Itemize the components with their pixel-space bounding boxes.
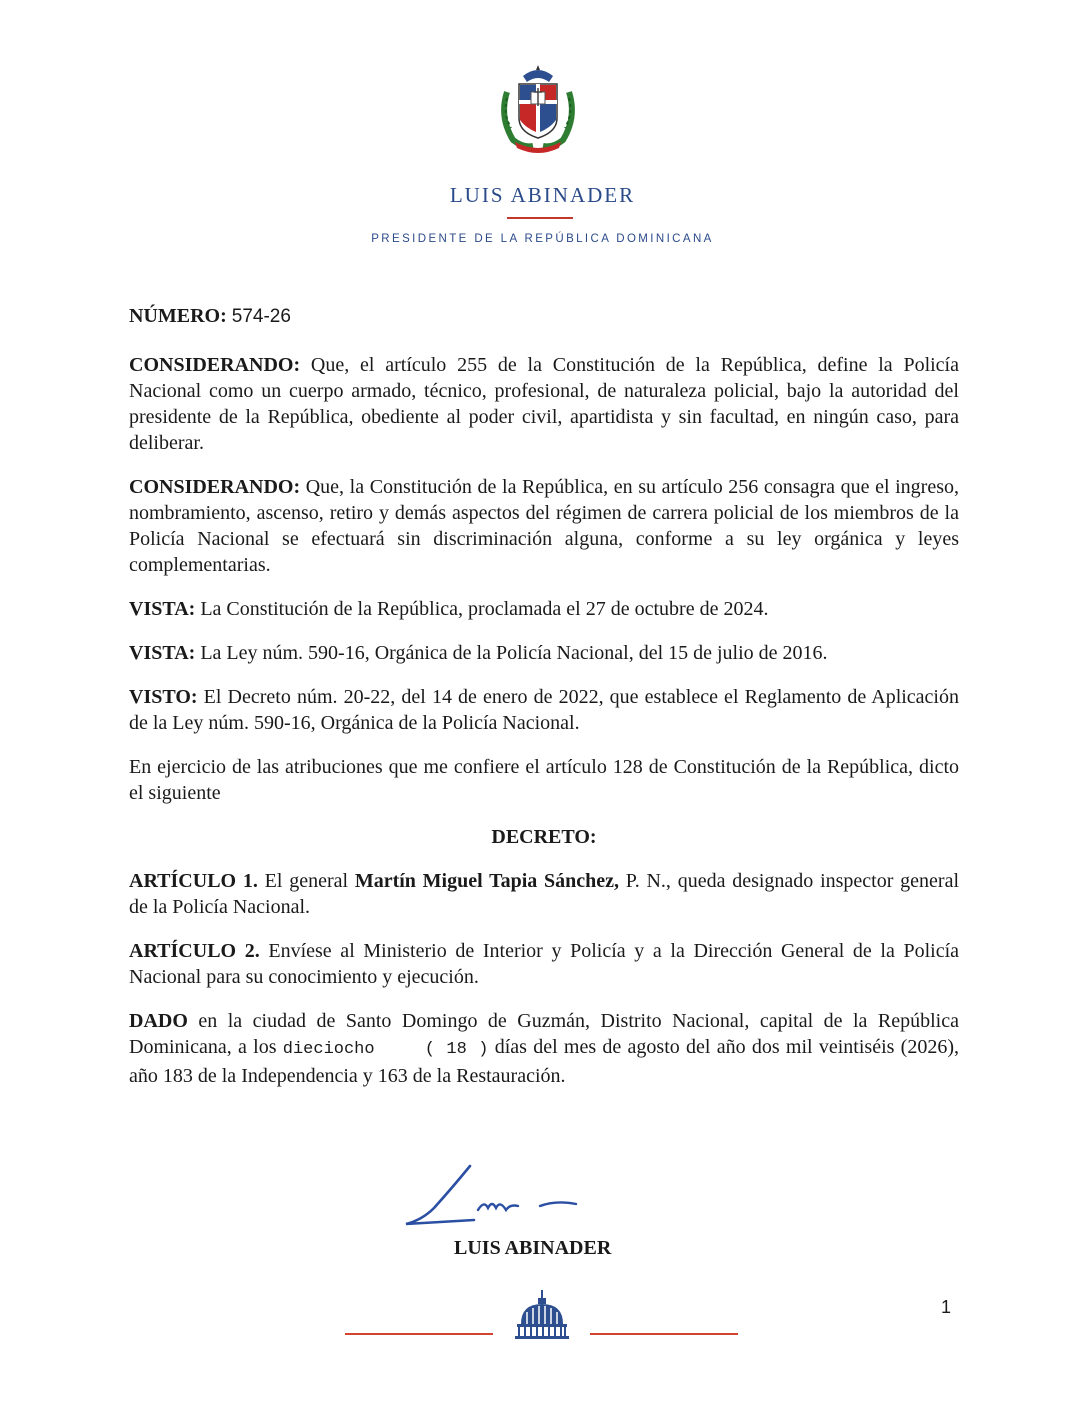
- considerando-1: [129, 352, 959, 456]
- decree-number: [129, 303, 959, 330]
- dado-post: días del mes de agosto del año dos mil veintiséis (2026), año 183 de la Independencia y 163 de la Restauración.: [129, 1036, 960, 1087]
- footer-rule-left: [345, 1333, 493, 1335]
- articulo-1-label: ARTÍCULO 1.: [129, 870, 258, 892]
- vista-2: [129, 640, 959, 666]
- numero-label: NÚMERO:: [129, 305, 227, 327]
- dado-paragraph: [129, 1008, 959, 1089]
- articulo-1: [129, 868, 959, 920]
- vista-2-label: VISTA:: [129, 642, 196, 664]
- considerando-1-text: Que, el artículo 255 de la Constitución de la República, define la Policía Nacional como un cuerpo armado, técnico, profesional, de naturaleza policial, bajo la autoridad del presidente de la República, obediente al poder civil, apartidista y sin facultad, en ningún caso, para deliberar.: [129, 354, 959, 454]
- decree-body: [129, 303, 959, 1089]
- decreto-title: DECRETO:: [491, 826, 597, 848]
- visto: [129, 684, 959, 736]
- considerando-2: [129, 474, 959, 578]
- vista-1-text: La Constitución de la República, proclamada el 27 de octubre de 2024.: [195, 598, 769, 620]
- vista-2-text: La Ley núm. 590-16, Orgánica de la Policía Nacional, del 15 de julio de 2016.: [195, 642, 828, 664]
- articulo-1-name: Martín Miguel Tapia Sánchez,: [354, 870, 620, 892]
- articulo-1-post: P. N., queda designado inspector general de la Policía Nacional.: [129, 870, 960, 918]
- articulo-2-label: ARTÍCULO 2.: [129, 940, 260, 962]
- dado-day-number: ( 18 ): [424, 1040, 489, 1059]
- president-name: LUIS ABINADER: [449, 183, 636, 207]
- header-divider: [507, 217, 573, 219]
- vista-1-label: VISTA:: [129, 598, 196, 620]
- articulo-2: [129, 938, 959, 990]
- dado-label: DADO: [129, 1010, 188, 1032]
- considerando-1-label: CONSIDERANDO:: [129, 354, 301, 376]
- national-palace-dome-icon: [513, 1290, 571, 1340]
- dado-pre: en la ciudad de Santo Domingo de Guzmán, Distrito Nacional, capital de la República Dominicana, a los: [129, 1010, 959, 1058]
- visto-label: VISTO:: [129, 686, 198, 708]
- considerando-2-label: CONSIDERANDO:: [129, 476, 301, 498]
- numero-value: 574-26: [231, 306, 291, 327]
- articulo-2-text: Envíese al Ministerio de Interior y Policía y a la Dirección General de la Policía Nacional para su conocimiento y ejecución.: [129, 940, 960, 988]
- signature-name: LUIS ABINADER: [454, 1237, 612, 1259]
- considerando-2-text: Que, la Constitución de la República, en su artículo 256 consagra que el ingreso, nombramiento, ascenso, retiro y demás aspectos del régimen de carrera policial de los miembros de la Policía Nacional se efectuará sin discriminación alguna, conforme a su ley orgánica y leyes complementarias.: [129, 476, 959, 576]
- president-title: PRESIDENTE DE LA REPÚBLICA DOMINICANA: [371, 233, 714, 245]
- footer-rule-right: [590, 1333, 738, 1335]
- articulo-1-pre: El general: [257, 870, 355, 892]
- visto-text: El Decreto núm. 20-22, del 14 de enero de 2022, que establece el Reglamento de Aplicación de la Ley núm. 590-16, Orgánica de la Policía Nacional.: [129, 686, 959, 734]
- coat-of-arms-icon: [493, 62, 583, 158]
- ejercicio-paragraph: En ejercicio de las atribuciones que me confiere el artículo 128 de Constitución de la República, dicto el siguiente: [129, 756, 959, 804]
- vista-1: [129, 596, 959, 622]
- dado-day-words: dieciocho: [282, 1040, 375, 1059]
- page-number: 1: [941, 1297, 952, 1317]
- handwritten-signature-icon: [400, 1160, 590, 1240]
